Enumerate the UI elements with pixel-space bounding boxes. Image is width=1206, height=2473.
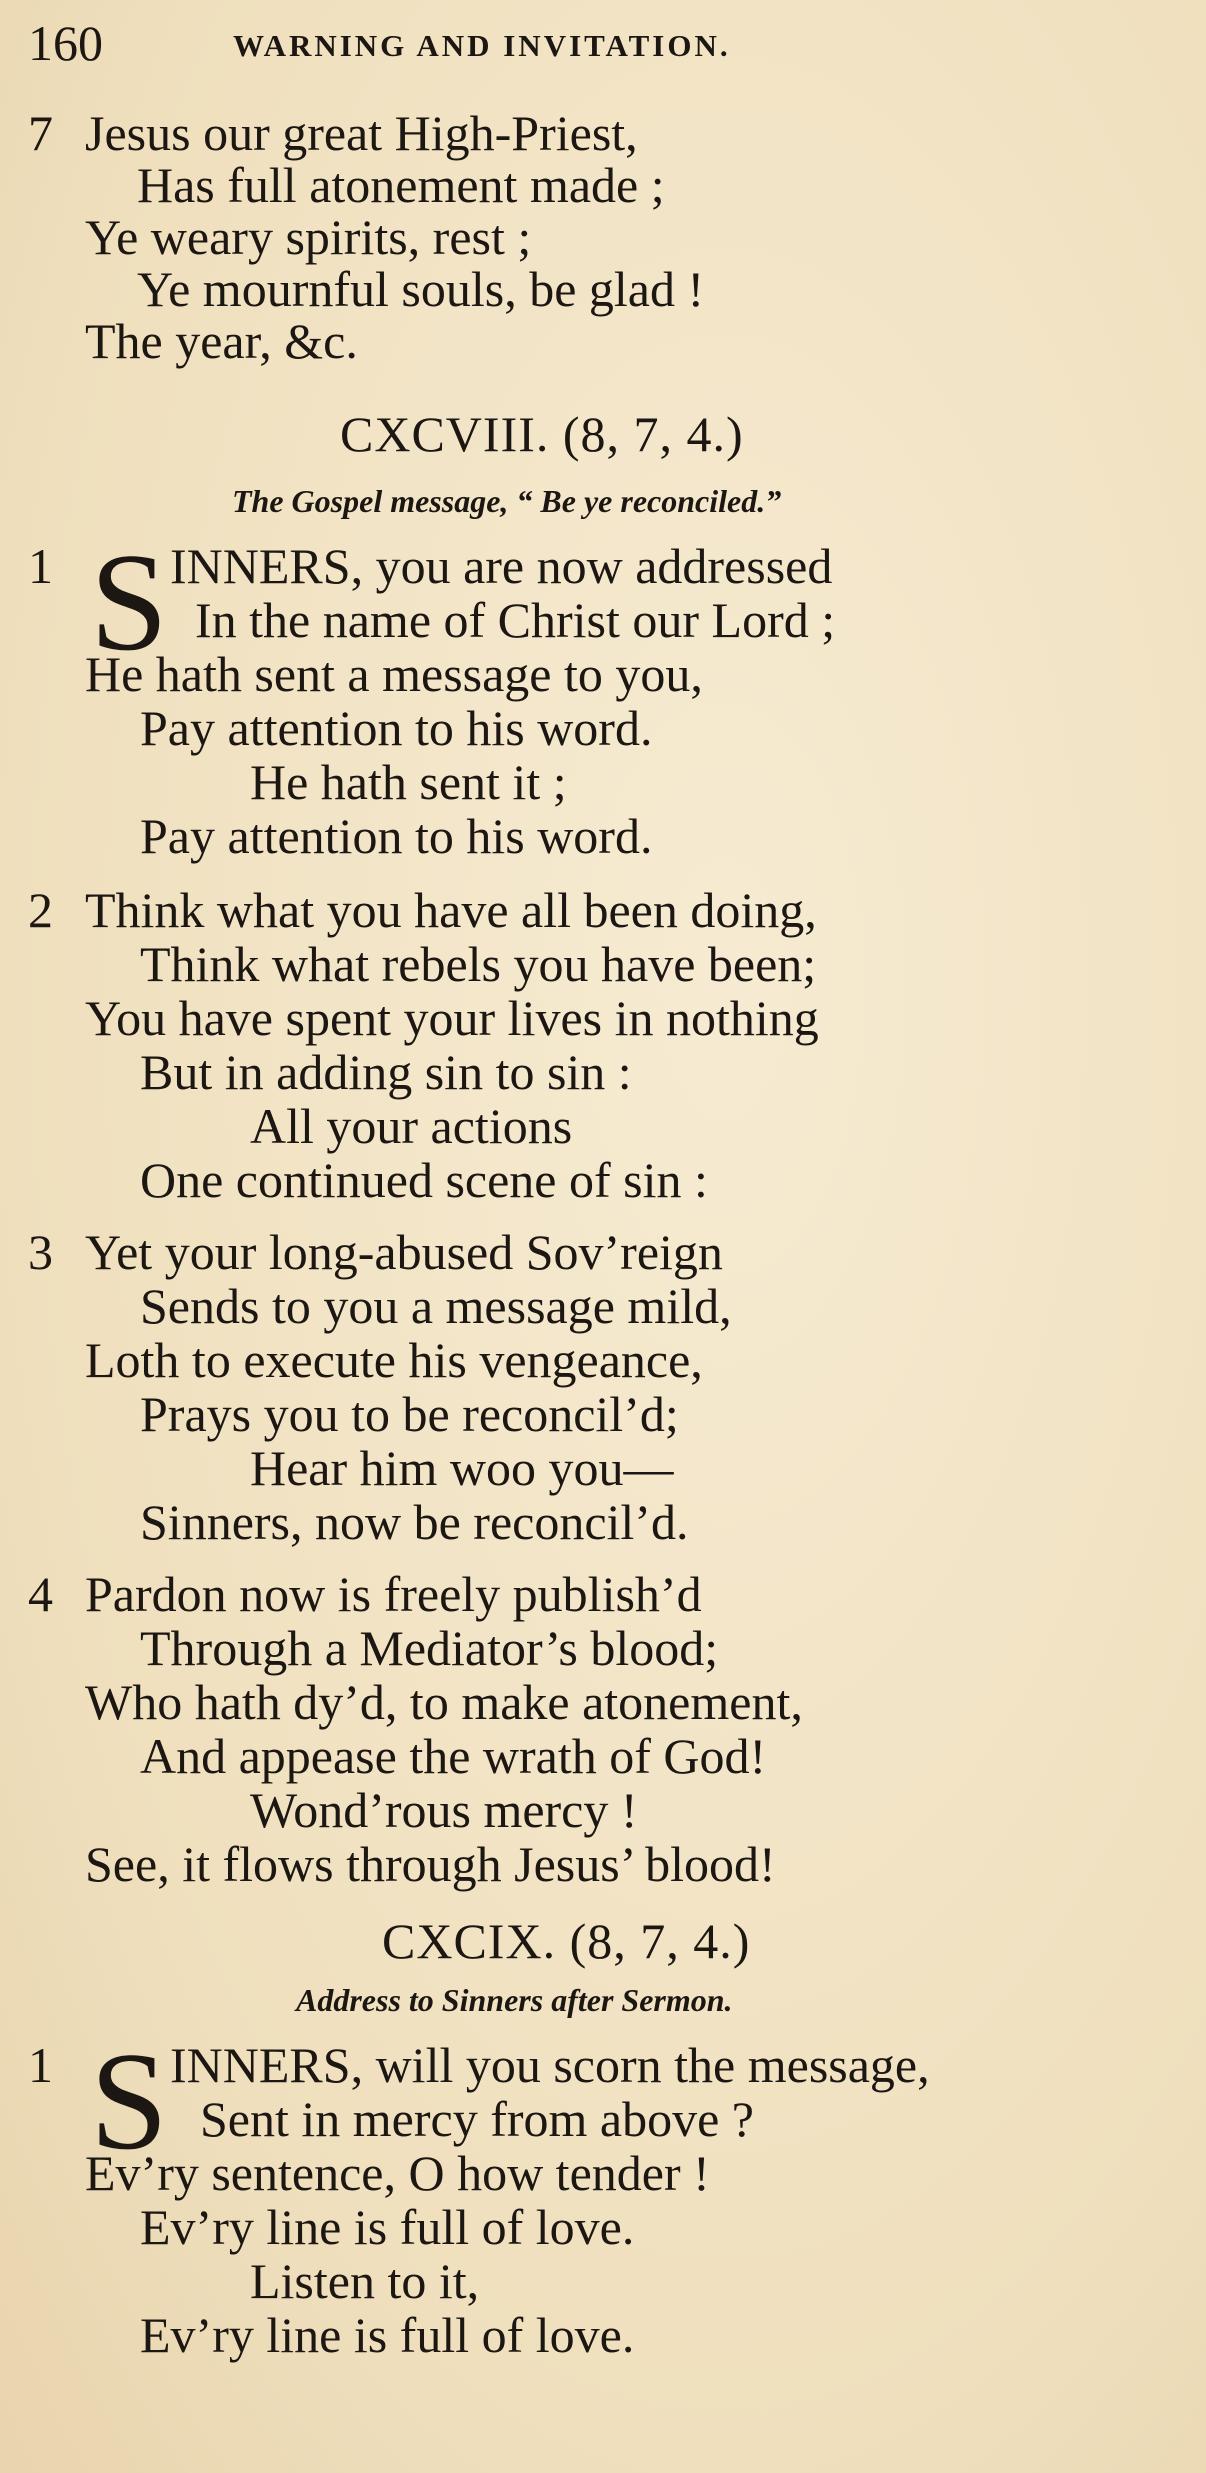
verse-line: Ev’ry line is full of love.: [140, 2307, 635, 2363]
verse-line: Ev’ry line is full of love.: [140, 2199, 635, 2255]
page-number: 160: [28, 15, 103, 71]
verse-line: But in adding sin to sin :: [140, 1044, 632, 1100]
hymn-title: CXCIX. (8, 7, 4.): [382, 1913, 751, 1969]
verse-line: Sinners, now be reconcil’d.: [140, 1494, 689, 1550]
verse-line: You have spent your lives in nothing: [85, 990, 819, 1046]
verse-line: INNERS, you are now addressed: [170, 538, 833, 594]
stanza-number: 2: [28, 882, 53, 938]
verse-line: Hear him woo you—: [250, 1440, 674, 1496]
drop-cap: S: [90, 525, 168, 680]
verse-line: Ye weary spirits, rest ;: [85, 209, 532, 265]
stanza-number: 1: [28, 2037, 53, 2093]
hymn-title: CXCVIII. (8, 7, 4.): [340, 406, 744, 462]
verse-line: Sends to you a message mild,: [140, 1278, 732, 1334]
verse-line: Sent in mercy from above ?: [200, 2091, 754, 2147]
verse-line: Through a Mediator’s blood;: [140, 1620, 719, 1676]
verse-line: And appease the wrath of God!: [140, 1728, 767, 1784]
drop-cap: S: [90, 2024, 168, 2179]
running-head: WARNING AND INVITATION.: [233, 28, 731, 63]
verse-line: He hath sent a message to you,: [85, 646, 703, 702]
verse-line: Pardon now is freely publish’d: [85, 1566, 702, 1622]
verse-line: Ye mournful souls, be glad !: [137, 261, 705, 317]
verse-line: INNERS, will you scorn the message,: [170, 2037, 930, 2093]
stanza-number: 1: [28, 538, 53, 594]
verse-line: Pay attention to his word.: [140, 700, 653, 756]
verse-line: Loth to execute his vengeance,: [85, 1332, 703, 1388]
verse-line: Who hath dy’d, to make atonement,: [85, 1674, 803, 1730]
verse-line: Think what you have all been doing,: [85, 882, 817, 938]
verse-line: See, it flows through Jesus’ blood!: [85, 1836, 776, 1892]
page-header: [28, 14, 1178, 74]
verse-line: Wond’rous mercy !: [250, 1782, 638, 1838]
verse-line: Listen to it,: [250, 2253, 480, 2309]
verse-line: He hath sent it ;: [250, 754, 567, 810]
verse-line: Pay attention to his word.: [140, 808, 653, 864]
verse-line: Yet your long-abused Sov’reign: [85, 1224, 723, 1280]
hymn-subtitle: Address to Sinners after Sermon.: [296, 1982, 733, 2018]
stanza-number: 3: [28, 1224, 53, 1280]
verse-line: One continued scene of sin :: [140, 1152, 708, 1208]
verse-line: Ev’ry sentence, O how tender !: [85, 2145, 710, 2201]
verse-line: Jesus our great High-Priest,: [85, 105, 638, 161]
stanza-number: 7: [28, 105, 53, 161]
verse-line: Has full atonement made ;: [137, 157, 665, 213]
verse-line: Prays you to be reconcil’d;: [140, 1386, 679, 1442]
verse-line: All your actions: [250, 1098, 573, 1154]
verse-line: Think what rebels you have been;: [140, 936, 817, 992]
verse-line: The year, &c.: [85, 313, 358, 369]
stanza-number: 4: [28, 1566, 53, 1622]
hymn-subtitle: The Gospel message, “ Be ye reconciled.”: [232, 483, 782, 519]
verse-line: In the name of Christ our Lord ;: [195, 592, 836, 648]
